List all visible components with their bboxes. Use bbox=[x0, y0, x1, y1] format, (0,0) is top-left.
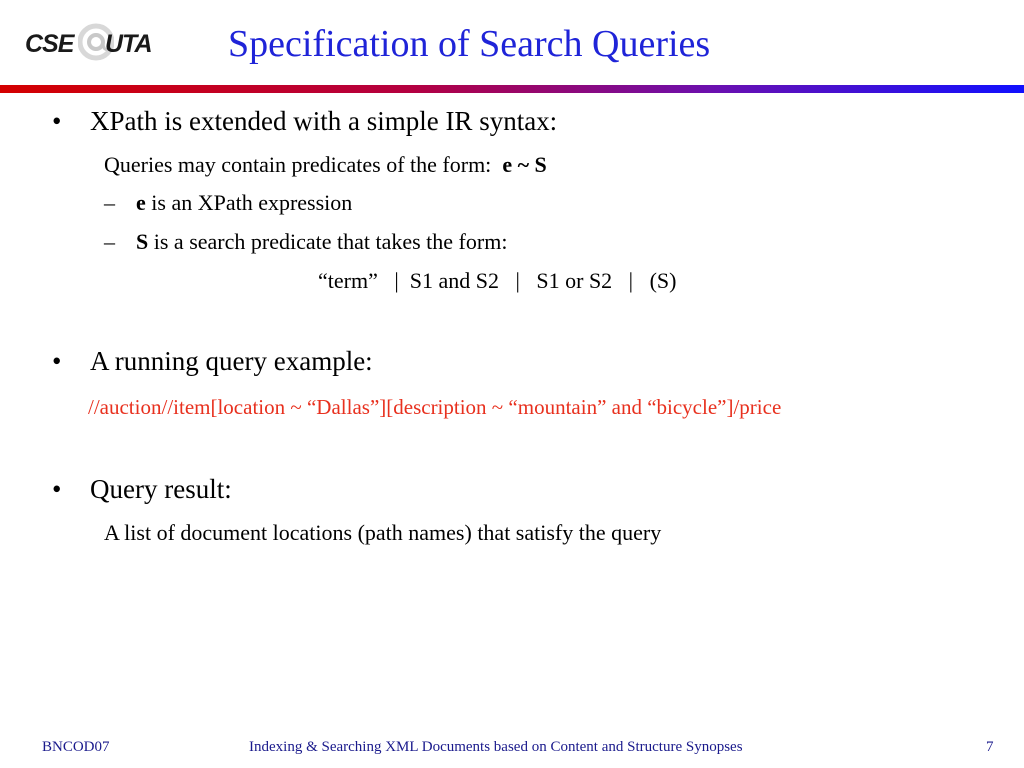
bullet-xpath-extended bbox=[52, 106, 557, 137]
logo-text-cse: CSE bbox=[25, 30, 74, 58]
title-divider bbox=[0, 85, 1024, 93]
dash-marker: – bbox=[104, 229, 115, 254]
predicate-form-text: Queries may contain predicates of the form: bbox=[104, 152, 492, 177]
footer-paper-title: Indexing & Searching XML Documents based on Content and Structure Synopses bbox=[249, 739, 743, 755]
bullet-dot: • bbox=[52, 474, 62, 504]
bullet-text: A running query example: bbox=[90, 346, 373, 376]
footer-page-number: 7 bbox=[986, 739, 994, 755]
grammar-line: “term” | S1 and S2 | S1 or S2 | (S) bbox=[318, 268, 677, 293]
bullet-running-query bbox=[52, 346, 373, 377]
predicate-form-line bbox=[104, 152, 547, 178]
s-definition-line bbox=[104, 229, 507, 255]
footer-conference: BNCOD07 bbox=[42, 739, 110, 755]
bullet-text: Query result: bbox=[90, 474, 232, 504]
bullet-dot: • bbox=[52, 346, 62, 376]
slide-title: Specification of Search Queries bbox=[228, 23, 711, 65]
logo-text-uta: UTA bbox=[105, 30, 152, 58]
bullet-query-result bbox=[52, 474, 232, 505]
cse-uta-logo bbox=[22, 22, 162, 68]
query-result-description: A list of document locations (path names) that satisfy the query bbox=[104, 520, 662, 545]
e-definition-line bbox=[104, 190, 352, 216]
bullet-dot: • bbox=[52, 106, 62, 136]
e-definition-text: is an XPath expression bbox=[145, 190, 353, 215]
s-definition-text: is a search predicate that takes the form: bbox=[148, 229, 508, 254]
dash-marker: – bbox=[104, 190, 115, 215]
e-bold: e bbox=[136, 190, 146, 215]
predicate-form-bold: e ~ S bbox=[502, 152, 547, 177]
query-example: //auction//item[location ~ “Dallas”][description ~ “mountain” and “bicycle”]/price bbox=[88, 395, 782, 419]
s-bold: S bbox=[136, 229, 149, 254]
bullet-text: XPath is extended with a simple IR syntax: bbox=[90, 106, 558, 136]
